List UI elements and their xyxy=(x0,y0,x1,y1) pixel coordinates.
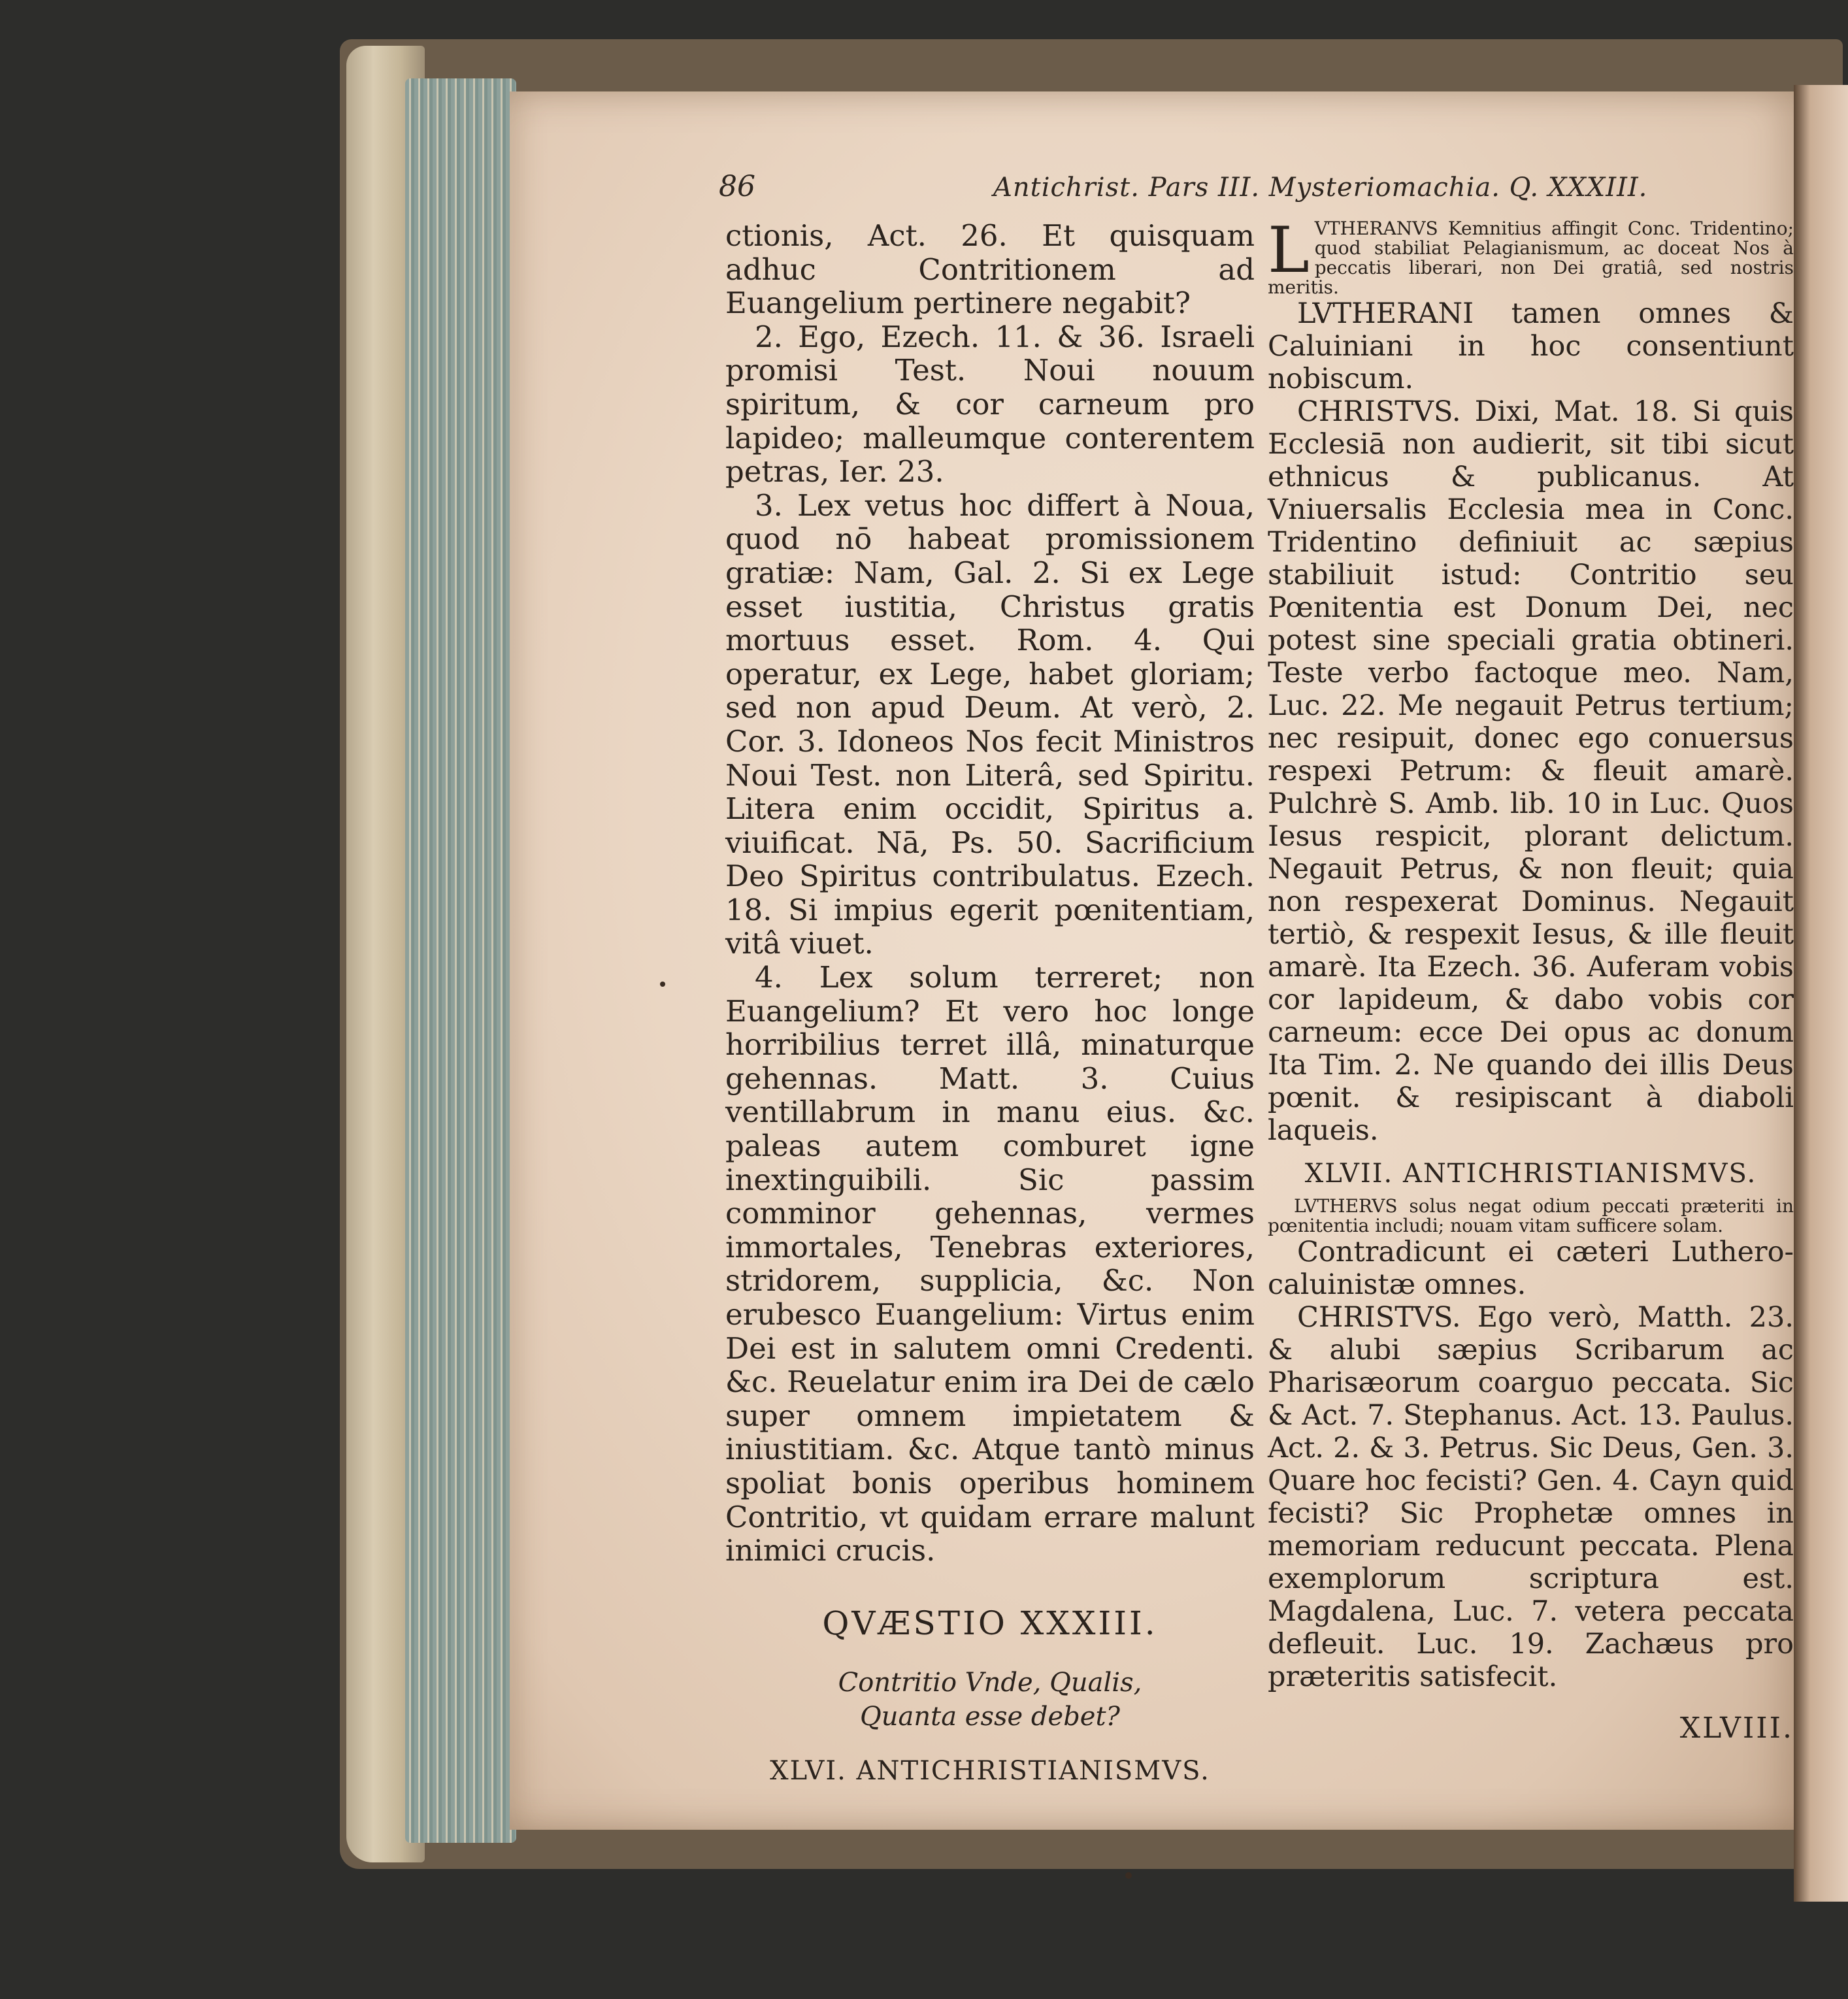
paragraph-contradicunt: Contradicunt ei cæteri Luthero-caluinistæ omnes. xyxy=(1268,1236,1794,1301)
ink-spot xyxy=(1125,1872,1132,1879)
paragraph-point-3: 3. Lex vetus hoc differt à Noua, quod nō habeat promissionem gratiæ: Nam, Gal. 2. Si ex Lege esset iustitia, Christus gratis mortuus esset. Rom. 4. Qui operatur, ex Lege, habet gloriam; sed non apud Deum. At verò, 2. Cor. 3. Idoneos Nos fecit Ministros Noui Test. non Literâ, sed Spiritu. Litera enim occidit, Spiritus a. viuificat. Nā, Ps. 50. Sacrificium Deo Spiritus contribulatus. Ezech. 18. Si impius egerit pœnitentiam, vitâ viuet. xyxy=(725,487,1255,961)
intro-text: VTHERANVS Kemnitius affingit Conc. Tridentino; quod stabiliat Pelagianismum, ac doceat Nos à peccatis liberari, non Dei gratiâ, sed nostris meritis. xyxy=(1268,218,1794,298)
paragraph-christus-1: CHRISTVS. Dixi, Mat. 18. Si quis Ecclesiā non audierit, sit tibi sicut ethnicus & publicanus. At Vniuersalis Ecclesia mea in Conc. Tridentino definiuit ac sæpius stabiliuit istud: Contritio seu Pœnitentia est Donum Dei, nec potest sine speciali gratia obtineri. Teste verbo factoque meo. Nam, Luc. 22. Me negauit Petrus tertium; nec resipuit, donec ego conuersus respexi Petrum: & fleuit amarè. Pulchrè S. Amb. lib. 10 in Luc. Quos Iesus respicit, plorant delictum. Negauit Petrus, & non fleuit; quia non respexerat Dominus. Negauit tertiò, & respexit Iesus, & ille fleuit amarè. Ita Ezech. 36. Auferam vobis cor lapideum, & dabo vobis cor carneum: ecce Dei opus ac donum Ita Tim. 2. Ne quando dei illis Deus pœnit. & resipiscant à diaboli laqueis. xyxy=(1268,395,1794,1147)
catchword: XLVIII. xyxy=(1679,1711,1794,1745)
summary-lutherus: LVTHERVS solus negat odium peccati præteriti in pœnitentia includi; nouam vitam sufficere solam. xyxy=(1268,1195,1794,1236)
question-title: QVÆSTIO XXXIII. xyxy=(822,1604,1158,1642)
running-head: Antichrist. Pars III. Mysteriomachia. Q. XXXIII. xyxy=(993,173,1648,203)
question-subtitle: Contritio Vnde, Qualis, Quanta esse debet? xyxy=(838,1667,1142,1732)
section-heading-xlvi: XLVI. ANTICHRISTIANISMVS. xyxy=(770,1755,1210,1786)
right-column xyxy=(1268,214,1794,1745)
left-column xyxy=(725,219,1255,1794)
page-header xyxy=(719,170,1777,209)
page-number: 86 xyxy=(719,170,755,203)
paragraph-continuation: ctionis, Act. 26. Et quisquam adhuc Contritionem ad Euangelium pertinere negabit? xyxy=(725,218,1255,321)
page-edges xyxy=(405,78,516,1843)
paragraph-lutherani: LVTHERANI tamen omnes & Caluiniani in hoc consentiunt nobiscum. xyxy=(1268,297,1794,395)
intro-paragraph xyxy=(1268,214,1794,298)
ink-spot xyxy=(660,982,665,987)
gutter-shadow xyxy=(1794,85,1848,1902)
drop-capital: L xyxy=(1268,214,1310,287)
paragraph-christus-2: CHRISTVS. Ego verò, Matth. 23. & alubi sæpius Scribarum ac Pharisæorum coarguo peccata. Sic & Act. 7. Stephanus. Act. 13. Paulus. Act. 2. & 3. Petrus. Sic Deus, Gen. 3. Quare hoc fecisti? Gen. 4. Cayn quid fecisti? Sic Prophetæ omnes in memoriam reducunt peccata. Plena exemplorum scriptura est. Magdalena, Luc. 7. vetera peccata defleuit. Luc. 19. Zachæus pro præteritis satisfecit. xyxy=(1268,1301,1794,1693)
section-heading-xlvii: XLVII. ANTICHRISTIANISMVS. xyxy=(1304,1159,1757,1189)
paragraph-point-4: 4. Lex solum terreret; non Euangelium? Et vero hoc longe horribilius terret illâ, minaturque gehennas. Matt. 3. Cuius ventillabrum in manu eius. &c. paleas autem comburet igne inextinguibili. Sic passim comminor gehennas, vermes immortales, Tenebras exteriores, stridorem, supplicia, &c. Non erubesco Euangelium: Virtus enim Dei est in salutem omni Credenti. &c. Reuelatur enim ira Dei de cælo super omnem impietatem & iniustitiam. &c. Atque tantò minus spoliat bonis operibus hominem Contritio, vt quidam errare malunt inimici crucis. xyxy=(725,960,1255,1568)
paragraph-point-2: 2. Ego, Ezech. 11. & 36. Israeli promisi Test. Noui nouum spiritum, & cor carneum pro lapideo; malleumque conterentem petras, Ier. 23. xyxy=(725,319,1255,489)
